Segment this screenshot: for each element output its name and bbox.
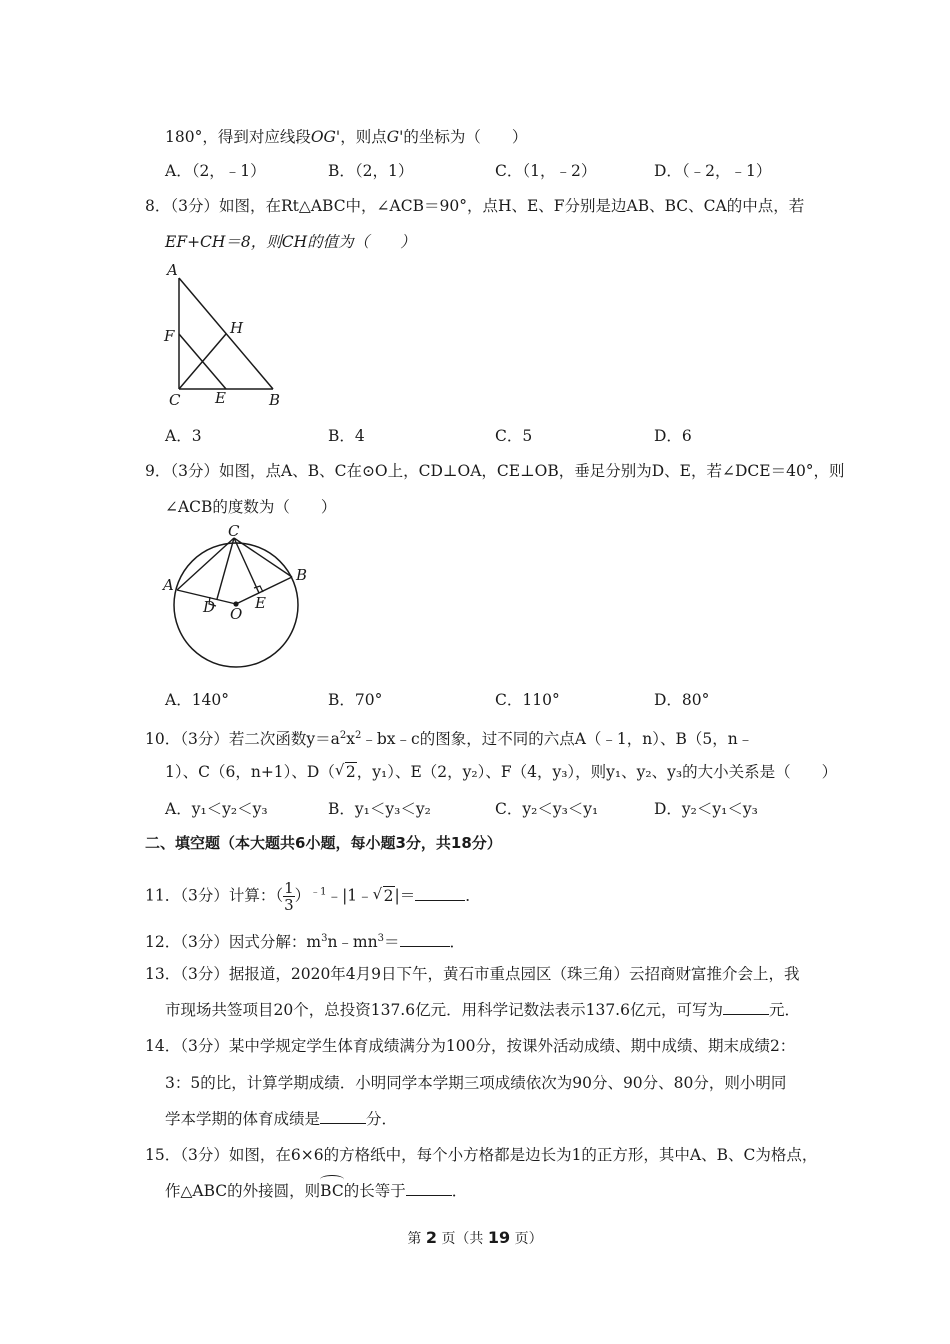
- q15-answer-blank[interactable]: [406, 1181, 452, 1196]
- arc-bc: BC: [320, 1181, 344, 1201]
- q10-option-d: D．y₂＜y₁＜y₃: [654, 800, 758, 818]
- q8-label-e: E: [215, 389, 226, 407]
- sqrt-2: √ 2: [334, 761, 356, 781]
- q7-stem-line2: 180°，得到对应线段OG'，则点G'的坐标为（ ）: [165, 128, 528, 146]
- q9-label-c: C: [228, 522, 240, 540]
- q9-label-o: O: [230, 605, 243, 623]
- q12-stem: 12．（3分）因式分解：$m^3n﹣mn^3=$ ．: [145, 933, 466, 952]
- q15-stem-line2: 作△ABC的外接圆，则 BC的长等于 ．: [165, 1181, 467, 1201]
- q8-stem-line1: 8．（3分）如图，在Rt△ABC中，∠ACB＝90°，点H、E、F分别是边AB、BC、CA的中点，若: [145, 197, 805, 215]
- page-footer: 第 2 页（共 19 页）: [407, 1228, 543, 1247]
- section-2-heading: 二、填空题（本大题共6小题，每小题3分，共18分）: [145, 834, 502, 852]
- q9-option-c: C．110°: [495, 691, 560, 709]
- q14-stem-line2: 3：5的比，计算学期成绩．小明同学本学期三项成绩依次为90分、90分、80分，则小明同: [165, 1074, 787, 1092]
- q11-answer-blank[interactable]: [415, 886, 465, 901]
- q9-stem-line1: 9．（3分）如图，点A、B、C在⊙O上，CD⊥OA，CE⊥OB，垂足分别为D、E，若∠DCE＝40°，则: [145, 462, 845, 480]
- q14-answer-blank[interactable]: [320, 1109, 366, 1124]
- q8-option-a: A．3: [165, 427, 202, 445]
- q10-option-b: B．y₁＜y₃＜y₂: [328, 800, 431, 818]
- q8-option-b: B．4: [328, 427, 365, 445]
- q8-label-c: C: [169, 391, 181, 408]
- q9-stem-line2: ∠ACB的度数为（ ）: [165, 498, 337, 516]
- page-number: 2: [425, 1228, 437, 1247]
- q13-answer-blank[interactable]: [723, 1000, 769, 1015]
- fraction-one-third: $\frac{1}{3}$: [284, 879, 294, 914]
- q7-option-c: C．（1，﹣2）: [495, 162, 597, 180]
- total-pages: 19: [487, 1228, 511, 1247]
- q13-stem-line2: 市现场共签项目20个，总投资137.6亿元．用科学记数法表示137.6亿元，可写为 元．: [165, 1001, 800, 1019]
- q8-label-b: B: [269, 391, 281, 408]
- q10-option-a: A．y₁＜y₂＜y₃: [165, 800, 268, 818]
- q8-label-f: F: [164, 327, 175, 345]
- q14-stem-line3: 学本学期的体育成绩是 分．: [165, 1110, 398, 1128]
- q8-option-d: D．6: [654, 427, 692, 445]
- q8-triangle-figure: [160, 258, 290, 408]
- q9-label-e: E: [255, 594, 266, 612]
- q11-stem: 11．（3分）计算：（ $\frac{1}{3}$ ）$^{﹣1}$﹣|1﹣ √ 2|＝ ．: [145, 879, 481, 914]
- q7-option-d: D．（﹣2，﹣1）: [654, 162, 772, 180]
- q9-label-b: B: [296, 566, 308, 584]
- q8-stem-line2: EF+CH＝8，则CH的值为（ ）: [165, 233, 416, 251]
- q7-option-b: B．（2，1）: [328, 162, 414, 180]
- q9-circle-figure: [160, 520, 320, 670]
- sqrt-2: √ 2: [372, 884, 394, 905]
- q10-stem-line2: 1）、C（6，n+1）、D（ √ 2，y₁）、E（2，y₂）、F（4，y₃），则y₁、y₂、y₃的大小关系是（ ）: [165, 761, 838, 781]
- q9-label-d: D: [203, 598, 216, 616]
- q10-stem-line1: 10．（3分）若二次函数$y=a^2x^2﹣bx﹣c$的图象，过不同的六点A（﹣1，n）、B（5，n﹣: [145, 730, 754, 749]
- q9-chord-ac: [177, 538, 234, 590]
- q15-stem-line1: 15．（3分）如图，在6×6的方格纸中，每个小方格都是边长为1的正方形，其中A、B、C为格点，: [145, 1146, 818, 1164]
- q12-answer-blank[interactable]: [400, 932, 450, 947]
- q7-option-a: A．（2，﹣1）: [165, 162, 266, 180]
- q8-option-c: C．5: [495, 427, 533, 445]
- q9-option-d: D．80°: [654, 691, 710, 709]
- q14-stem-line1: 14．（3分）某中学规定学生体育成绩满分为100分，按课外活动成绩、期中成绩、期末成绩2：: [145, 1037, 796, 1055]
- q8-label-h: H: [230, 319, 244, 337]
- q10-option-c: C．y₂＜y₃＜y₁: [495, 800, 599, 818]
- q13-stem-line1: 13．（3分）据报道，2020年4月9日下午，黄石市重点园区（珠三角）云招商财富推介会上，我: [145, 965, 800, 983]
- q9-label-a: A: [163, 576, 174, 594]
- q9-option-a: A．140°: [165, 691, 230, 709]
- q9-segment-cd: [217, 538, 234, 599]
- q8-label-a: A: [167, 261, 178, 279]
- q9-option-b: B．70°: [328, 691, 383, 709]
